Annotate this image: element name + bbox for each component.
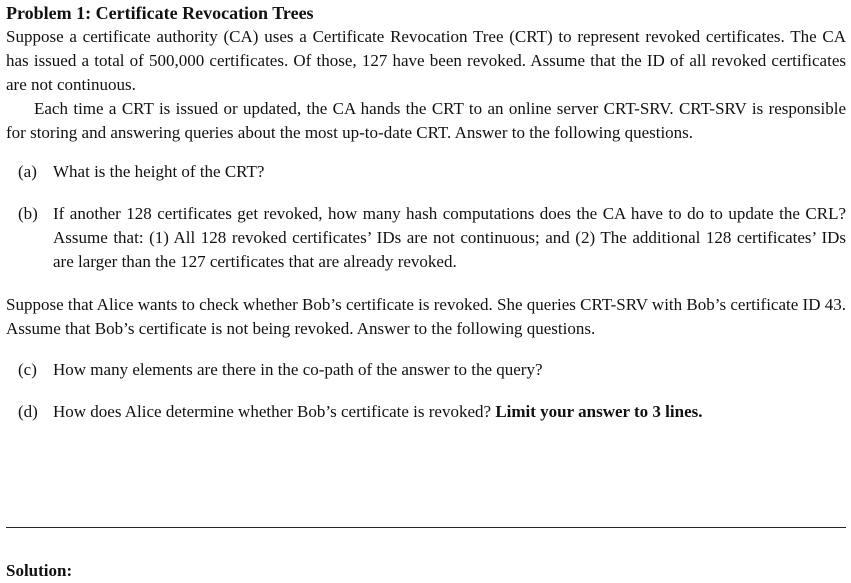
- question-b: [6, 202, 846, 274]
- problem-intro: Suppose a certificate authority (CA) uses a Certificate Revocation Tree (CRT) to represent revoked certificates. The CA has issued a total of 500,000 certificates. Of those, 127 have been revoked. Assume that the ID of all revoked certificates are not continuous.: [6, 27, 846, 94]
- problem-document: [6, 0, 846, 424]
- solution-label: Solution:: [6, 561, 73, 580]
- question-d-emphasis: Limit your answer to 3 lines.: [495, 402, 703, 421]
- question-a: [6, 160, 846, 184]
- question-a-label: (a): [18, 162, 37, 181]
- problem-title: Problem 1: Certificate Revocation Trees: [6, 3, 314, 23]
- question-b-label: (b): [18, 204, 38, 223]
- question-b-text: If another 128 certificates get revoked, how many hash computations does the CA have to do to update the CRL? Assume that: (1) All 128 revoked certificates’ IDs are not continuous; and (2) The additional 128 certificates’ IDs are larger than the 127 certificates that are already revoked.: [53, 204, 846, 271]
- scenario-paragraph: Suppose that Alice wants to check whether Bob’s certificate is revoked. She queries CRT-SRV with Bob’s certificate ID 43. Assume that Bob’s certificate is not being revoked. Answer to the following questions.: [6, 295, 846, 338]
- problem-intro-2: Each time a CRT is issued or updated, the CA hands the CRT to an online server CRT-SRV. CRT-SRV is responsible for storing and answering queries about the most up-to-date CRT. Answer to the following questions.: [6, 99, 846, 142]
- question-a-text: What is the height of the CRT?: [53, 162, 265, 181]
- question-d: [6, 400, 846, 424]
- question-d-label: (d): [18, 402, 38, 421]
- question-c-text: How many elements are there in the co-path of the answer to the query?: [53, 360, 543, 379]
- question-c: [6, 358, 846, 382]
- section-divider: [6, 527, 846, 528]
- question-d-text: How does Alice determine whether Bob’s certificate is revoked?: [53, 402, 492, 421]
- question-c-label: (c): [18, 360, 37, 379]
